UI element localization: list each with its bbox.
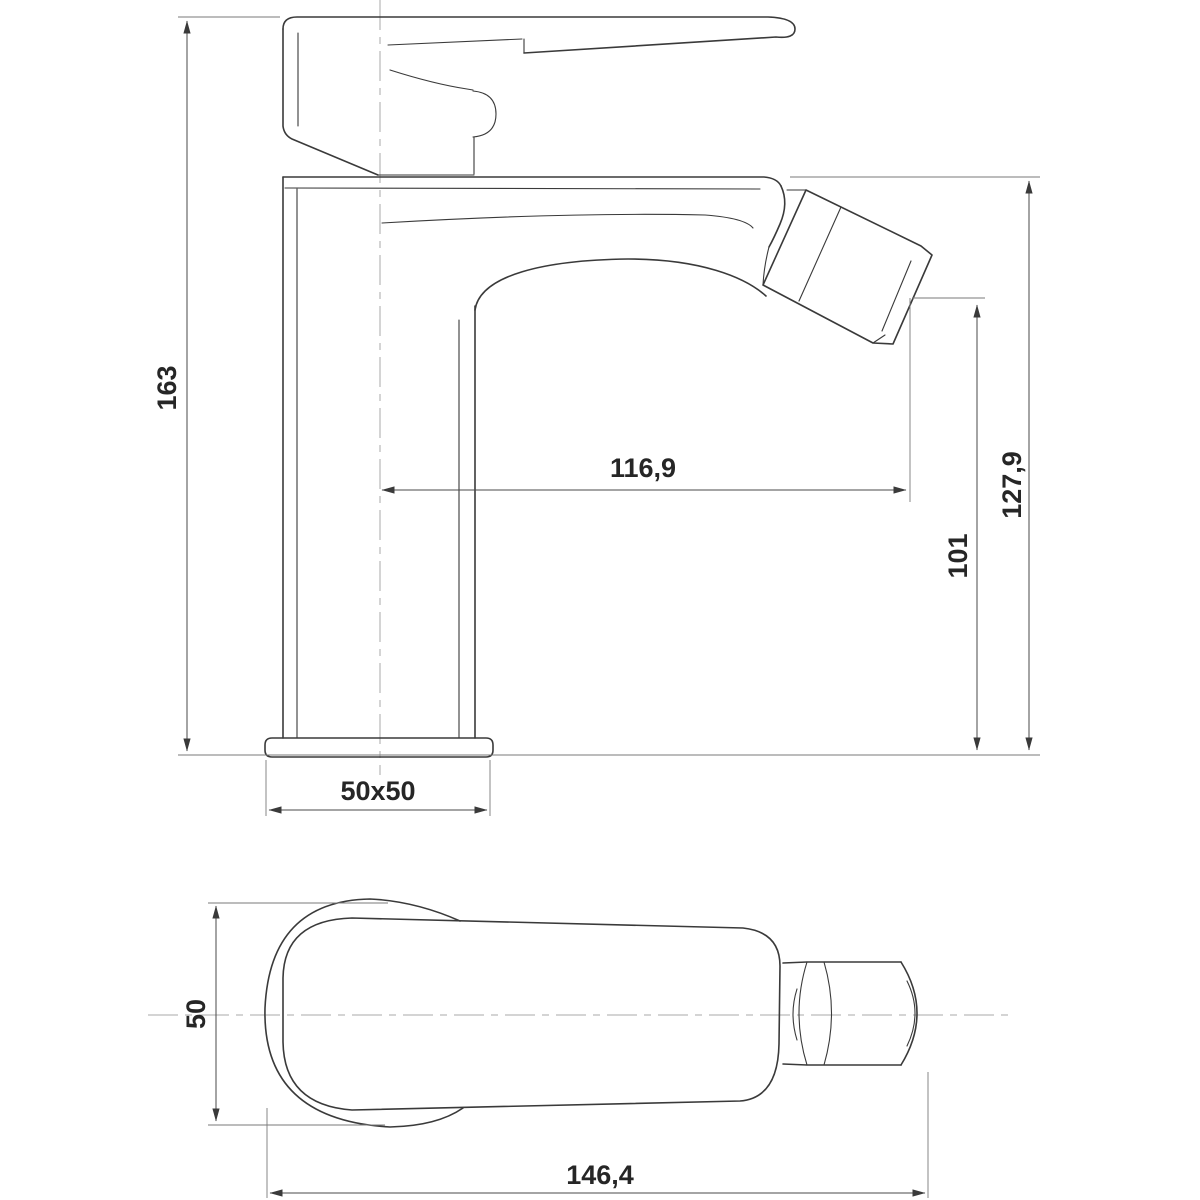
dimension-overall-length — [267, 1072, 928, 1198]
plan-base-plate — [265, 899, 463, 1127]
front-view — [152, 0, 1040, 816]
aerator-outlet-face — [882, 261, 911, 331]
plan-view — [148, 899, 1008, 1198]
dimension-outlet-height — [912, 298, 985, 750]
dimension-total-height — [152, 17, 1040, 755]
aerator-front — [763, 186, 932, 344]
dimension-spout-top-height — [790, 177, 1040, 750]
indicator-dot — [473, 91, 496, 137]
faucet-body — [283, 177, 781, 738]
label-overall-length: 146,4 — [566, 1160, 634, 1190]
plan-aerator — [783, 962, 917, 1065]
spout-underside — [475, 259, 766, 310]
spout-crease — [382, 214, 753, 228]
base-plate — [265, 738, 493, 757]
plan-body — [283, 918, 780, 1110]
cartridge-cap — [283, 29, 496, 175]
dimension-body-width — [181, 903, 388, 1125]
label-base-size: 50x50 — [340, 776, 416, 806]
lever-handle — [283, 17, 795, 53]
dimension-base-size — [266, 760, 490, 816]
aerator-body — [763, 190, 932, 344]
label-body-width: 50 — [181, 998, 212, 1030]
dimension-spout-reach — [382, 298, 910, 502]
label-total-height: 163 — [152, 365, 183, 411]
aerator-band — [799, 207, 841, 301]
label-outlet-height: 101 — [943, 533, 974, 579]
label-spout-reach: 116,9 — [609, 453, 677, 483]
label-spout-top-height: 127,9 — [997, 451, 1028, 519]
